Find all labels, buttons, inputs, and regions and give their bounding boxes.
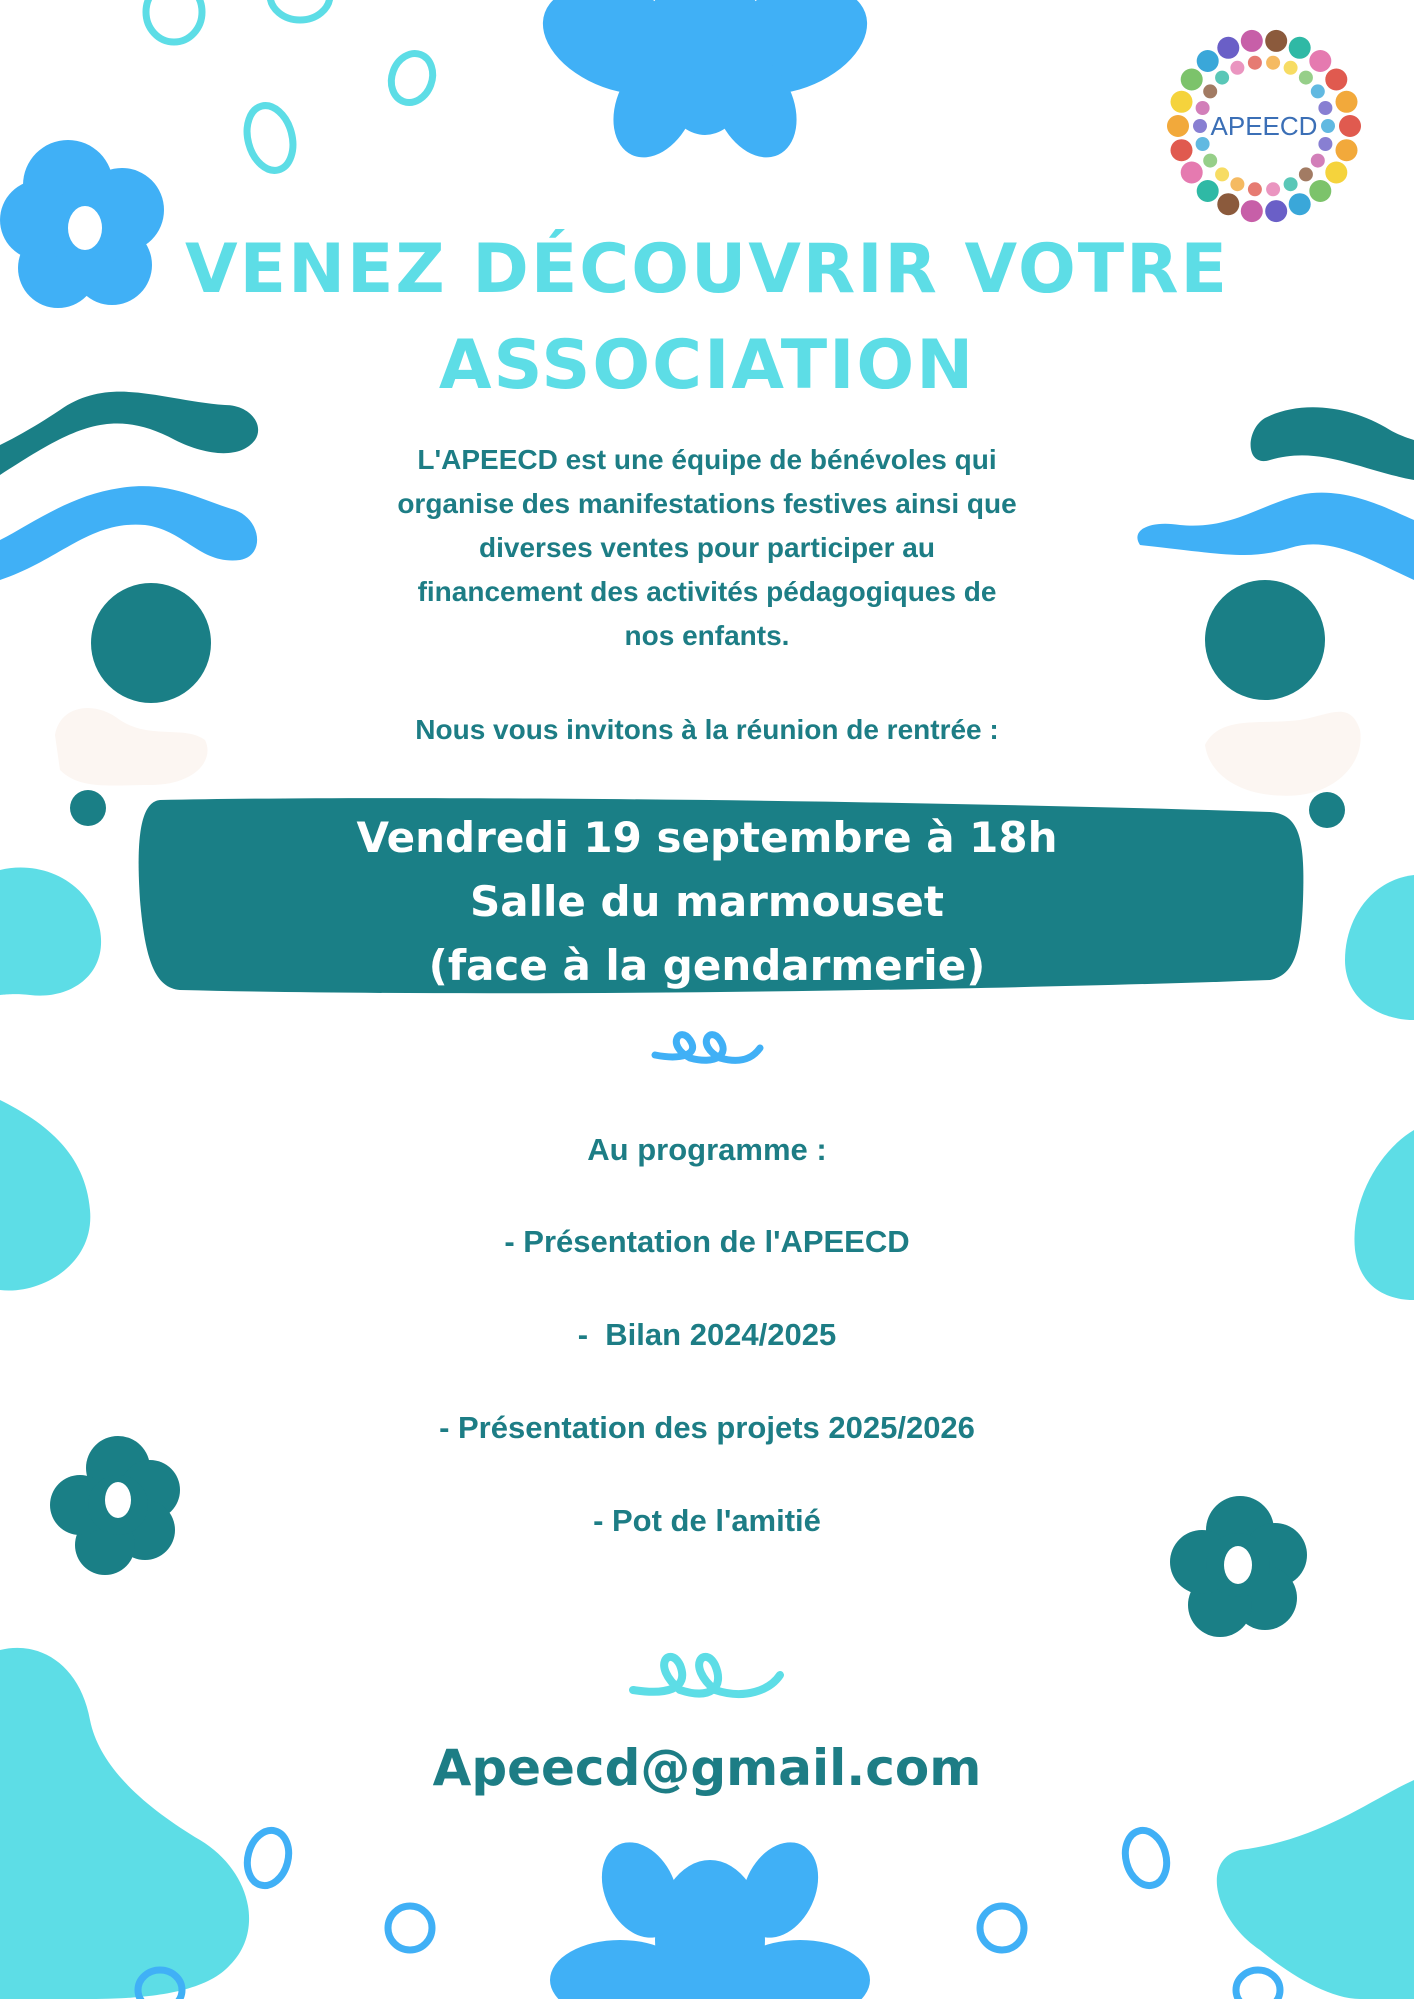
squiggle-divider-2 bbox=[633, 1657, 780, 1694]
apeecd-logo bbox=[1158, 20, 1370, 232]
logo-label: APEECD bbox=[1210, 111, 1318, 141]
bottom-left-light-blob bbox=[0, 1648, 249, 1999]
program-item: - Pot de l'amitié bbox=[593, 1503, 821, 1538]
bottom-center-flower bbox=[550, 1830, 870, 1999]
top-flower-shape bbox=[528, 0, 883, 171]
contact-email: Apeecd@gmail.com bbox=[432, 1739, 982, 1797]
intro-line: diverses ventes pour participer au bbox=[479, 532, 935, 563]
intro-paragraph bbox=[0, 438, 1414, 658]
program-item: - Présentation de l'APEECD bbox=[504, 1224, 910, 1259]
outline-ovals-top bbox=[146, 0, 439, 176]
intro-line: nos enfants. bbox=[624, 620, 790, 651]
program-item: - Bilan 2024/2025 bbox=[577, 1317, 837, 1352]
bottom-right-light-blob bbox=[1217, 1780, 1414, 1999]
event-date: Vendredi 19 septembre à 18h bbox=[356, 813, 1058, 862]
intro-line: organise des manifestations festives ainsi que bbox=[397, 488, 1017, 519]
intro-line: financement des activités pédagogiques de bbox=[417, 576, 997, 607]
title-line-1: VENEZ DÉCOUVRIR VOTRE bbox=[184, 230, 1229, 309]
program-item: - Présentation des projets 2025/2026 bbox=[439, 1410, 975, 1445]
event-note: (face à la gendarmerie) bbox=[428, 941, 986, 990]
event-place: Salle du marmouset bbox=[470, 877, 944, 926]
invite-text: Nous vous invitons à la réunion de rentrée : bbox=[415, 714, 999, 745]
title-line-2: ASSOCIATION bbox=[438, 326, 976, 405]
page-title bbox=[0, 222, 1414, 414]
program-heading: Au programme : bbox=[587, 1132, 827, 1167]
squiggle-divider-1 bbox=[655, 1035, 760, 1061]
event-details bbox=[0, 806, 1414, 998]
intro-line: L'APEECD est une équipe de bénévoles qui bbox=[417, 444, 997, 475]
